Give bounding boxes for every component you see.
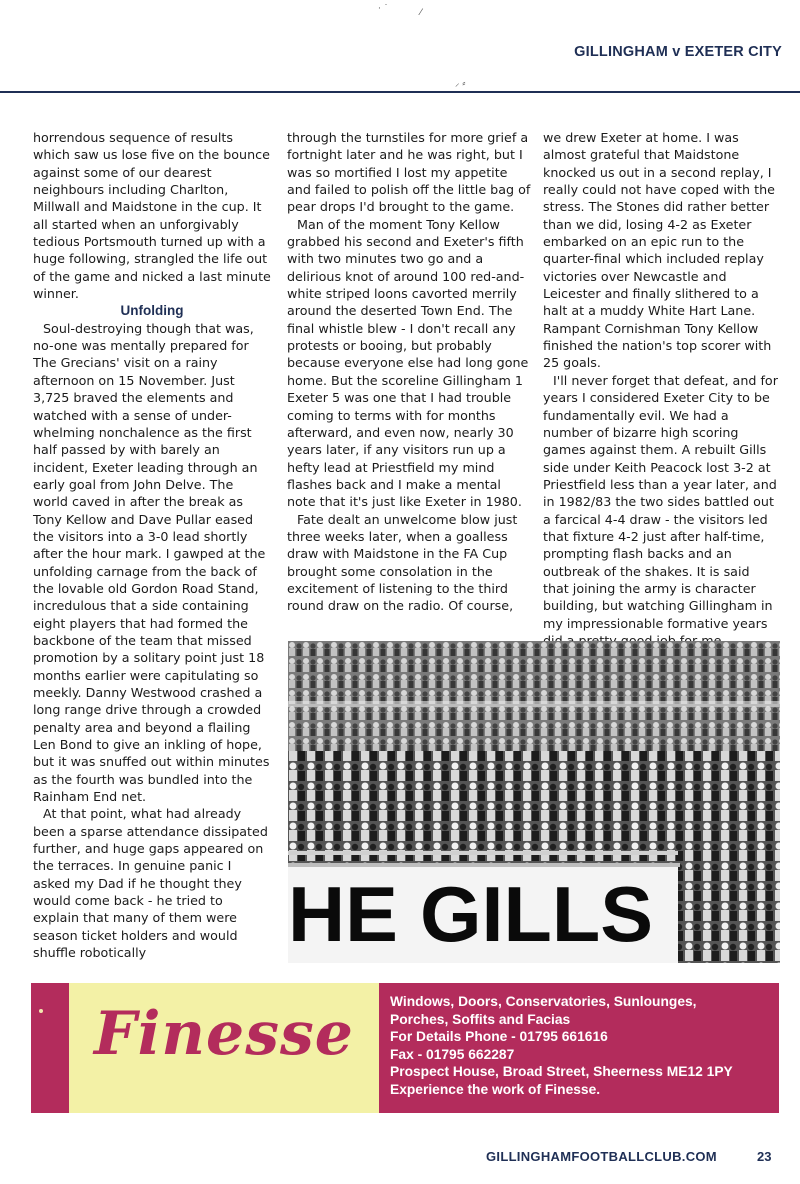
ad-logo-panel bbox=[69, 983, 379, 1113]
ad-text-block bbox=[390, 993, 770, 1099]
footer-website: GILLINGHAMFOOTBALLCLUB.COM bbox=[486, 1149, 717, 1164]
page-number: 23 bbox=[757, 1149, 772, 1164]
article-paragraph: horrendous sequence of results which saw us lose five on the bounce against some of our dearest neighbours including Charlton, Millwall and Maidstone in the cup. It all started when an unforgivably tedious Portsmouth turned up with a huge following, strangled the life out of the game and nicked a last minute winner. bbox=[33, 130, 271, 302]
article-paragraph: Fate dealt an unwelcome blow just three weeks later, when a goalless draw with Maidstone in the FA Cup brought some consolation in the excitement of listening to the third round draw on the radio. Of course, bbox=[287, 511, 518, 614]
ad-line: Prospect House, Broad Street, Sheerness ME12 1PY bbox=[390, 1064, 733, 1080]
ad-line: For Details Phone - 01795 661616 bbox=[390, 1029, 608, 1045]
article-paragraph: through the turnstiles for more grief a fortnight later and he was right, but I was so mortified I lost my appetite and failed to polish off the little bag of pear drops I'd brought to the game. bbox=[287, 130, 531, 215]
header-rule bbox=[0, 91, 800, 93]
article-column-2 bbox=[287, 129, 531, 615]
page-header-title: GILLINGHAM v EXETER CITY bbox=[574, 44, 782, 60]
finesse-logo: Finesse bbox=[94, 999, 354, 1069]
article-column-1 bbox=[33, 129, 271, 962]
article-paragraph: At that point, what had already been a sparse attendance dissipated further, and huge gaps appeared on the terraces. In genuine panic I asked my Dad if he thought they would come back - he tried to explain that many of them were season ticket holders and would shuffle robotically bbox=[33, 806, 268, 961]
ad-line: Fax - 01795 662287 bbox=[390, 1046, 515, 1062]
ad-line: Porches, Soffits and Facias bbox=[390, 1011, 571, 1027]
article-paragraph: we drew Exeter at home. I was almost grateful that Maidstone knocked us out in a second replay, I really could not have coped with the stress. The Stones did rather better than we did, losing 4-2 as Exeter embarked on an epic run to the quarter-final which included replay victories over Newcastle and Leicester and finally slithered to a halt at a muddy White Hart Lane. Rampant Cornishman Tony Kellow finished the nation's top scorer with 25 goals. bbox=[543, 130, 775, 371]
ad-line: Windows, Doors, Conservatories, Sunlounges, bbox=[390, 994, 697, 1009]
banner-text: HE GILLS bbox=[288, 870, 653, 958]
crowd-photo bbox=[288, 641, 780, 963]
article-paragraph: Man of the moment Tony Kellow grabbed his second and Exeter's fifth with two minutes two go and a delirious knot of around 100 red-and-white striped loons cavorted merrily around the deserted Town End. The final whistle blew - I don't recall any protests or booing, but probably because everyone else had long gone home. But the scoreline Gillingham 1 Exeter 5 was one that I had trouble coming to terms with for months afterward, and even now, nearly 30 years later, if any visitors run up a hefty lead at Priestfield my mind flashes back and I make a mental note that it's just like Exeter in 1980. bbox=[287, 216, 529, 510]
subheading: Unfolding bbox=[120, 303, 184, 319]
article-column-3 bbox=[543, 129, 779, 649]
article-paragraph: Soul-destroying though that was, no-one was mentally prepared for The Grecians' visit on a rainy afternoon on 15 November. Just 3,725 braved the elements and watched with a sense of under-whelming nonchalence as the first half passed by with barely an incident, Exeter leading through an early goal from John Delve. The world caved in after the break as Tony Kellow and Dave Pullar eased the visitors into a 3-0 lead shortly after the hour mark. I gawped at the unfolding carnage from the back of the lovable old Gordon Road Stand, incredulous that a side containing eight players that had formed the backbone of the team that missed promotion by a solitary point just 18 months earlier were capitulating so meekly. Danny Westwood crashed a long range drive through a crowded penalty area and beyond a flailing Len Bond to give an inkling of hope, but it was snuffed out within minutes as the fourth was bundled into the Rainham End net. bbox=[33, 320, 270, 805]
ad-decoration-dot bbox=[39, 1009, 43, 1013]
crowd-photo-image bbox=[288, 641, 780, 963]
article-paragraph: I'll never forget that defeat, and for years I considered Exeter City to be fundamentally evil. We had a number of bizarre high scoring games against them. A rebuilt Gills side under Keith Peacock lost 3-2 at Priestfield less than a year later, and in 1982/83 the two sides battled out a farcical 4-4 draw - the visitors led that fixture 4-2 just after half-time, prompting flash backs and an outbreak of the shakes. It is said that joining the army is character building, but watching Gillingham in my impressionable formative years bbox=[543, 372, 778, 631]
ad-line: Experience the work of Finesse. bbox=[390, 1081, 601, 1097]
advertisement bbox=[31, 983, 779, 1113]
